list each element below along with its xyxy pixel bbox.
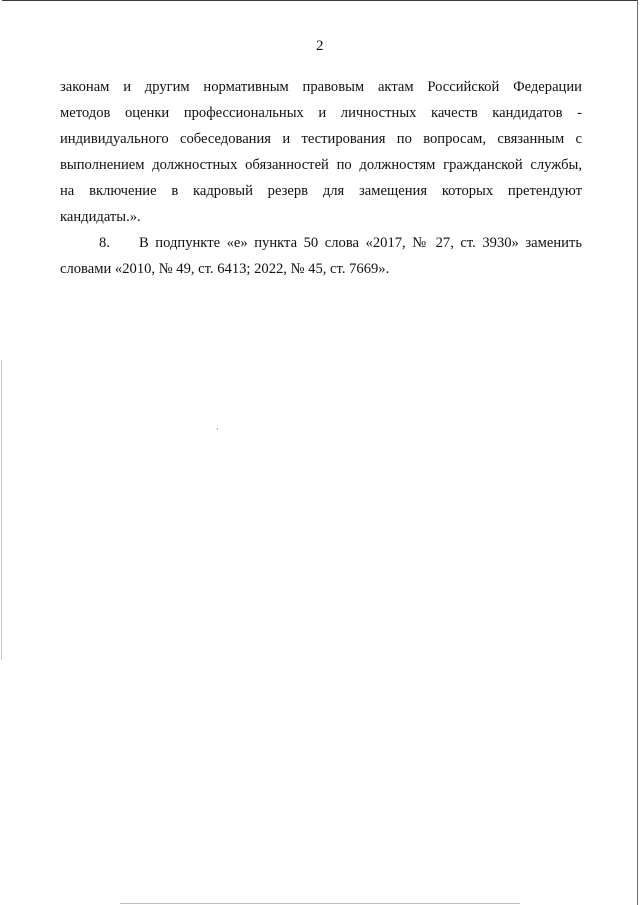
text-line: выполнением должностных обязанностей по должностям гражданской службы, bbox=[60, 157, 582, 173]
scan-speck bbox=[217, 428, 218, 430]
item-text-line: словами «2010, № 49, ст. 6413; 2022, № 45, ст. 7669». bbox=[60, 261, 390, 277]
numbered-item-8 bbox=[60, 230, 582, 282]
item-text-line: В подпункте «е» пункта 50 слова «2017, № 27, ст. 3930» заменить bbox=[139, 235, 582, 251]
text-line: законам и другим нормативным правовым актам Российской Федерации bbox=[60, 79, 582, 95]
scan-edge-right bbox=[637, 0, 638, 905]
document-body bbox=[60, 74, 582, 282]
scan-edge-left bbox=[1, 360, 2, 660]
text-line: на включение в кадровый резерв для замещения которых претендуют bbox=[60, 183, 582, 199]
page-number: 2 bbox=[316, 38, 324, 54]
paragraph-continuation bbox=[60, 74, 582, 230]
scan-edge-top bbox=[2, 0, 638, 1]
text-line: методов оценки профессиональных и личностных качеств кандидатов - bbox=[60, 105, 582, 121]
scan-edge-bottom bbox=[120, 903, 520, 904]
item-number: 8. bbox=[99, 235, 110, 251]
text-line: индивидуального собеседования и тестирования по вопросам, связанным с bbox=[60, 131, 582, 147]
numbered-item-first-line bbox=[60, 230, 582, 256]
text-line: кандидаты.». bbox=[60, 209, 141, 225]
